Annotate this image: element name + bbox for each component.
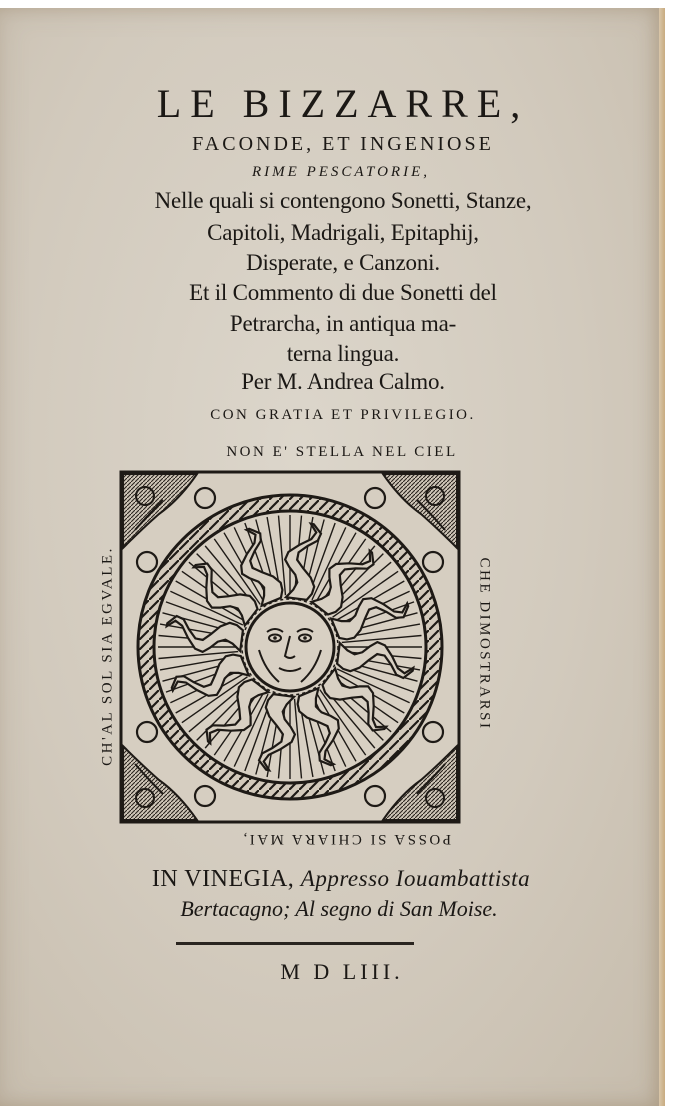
privilege-line: CON GRATIA ET PRIVILEGIO.	[210, 407, 476, 423]
imprint-line-2: Bertacagno; Al segno di San Moise.	[180, 896, 498, 921]
imprint-printer: Appresso Iouambattista	[300, 866, 531, 891]
description-line: terna lingua.	[286, 341, 400, 366]
description-line: Capitoli, Madrigali, Epitaphij,	[207, 220, 479, 245]
motto-top: NON E' STELLA NEL CIEL	[226, 444, 458, 460]
divider-rule	[176, 942, 414, 945]
imprint-line-1	[0, 866, 662, 893]
sun-woodcut	[119, 470, 461, 824]
title-page	[0, 8, 665, 1106]
motto-bottom: POSSA SI CHIARA MAI,	[240, 831, 452, 847]
motto-right: CHE DIMOSTRARSI	[476, 557, 493, 731]
description-line: Nelle quali si contengono Sonetti, Stanze,	[154, 188, 532, 213]
author-line: Per M. Andrea Calmo.	[241, 369, 445, 394]
description-line: Disperate, e Canzoni.	[246, 250, 440, 275]
imprint-place: IN VINEGIA,	[151, 866, 295, 892]
imprint-date: M D LIII.	[280, 959, 404, 984]
description-line: Et il Commento di due Sonetti del	[189, 280, 497, 305]
motto-left: CH'AL SOL SIA EGVALE.	[99, 546, 116, 766]
book-subtitle-2: RIME PESCATORIE,	[252, 164, 430, 180]
sun-face-icon	[119, 470, 461, 824]
book-title: LE BIZZARRE,	[156, 81, 530, 126]
description-line: Petrarcha, in antiqua ma-	[229, 311, 457, 336]
book-subtitle: FACONDE, ET INGENIOSE	[192, 133, 494, 155]
